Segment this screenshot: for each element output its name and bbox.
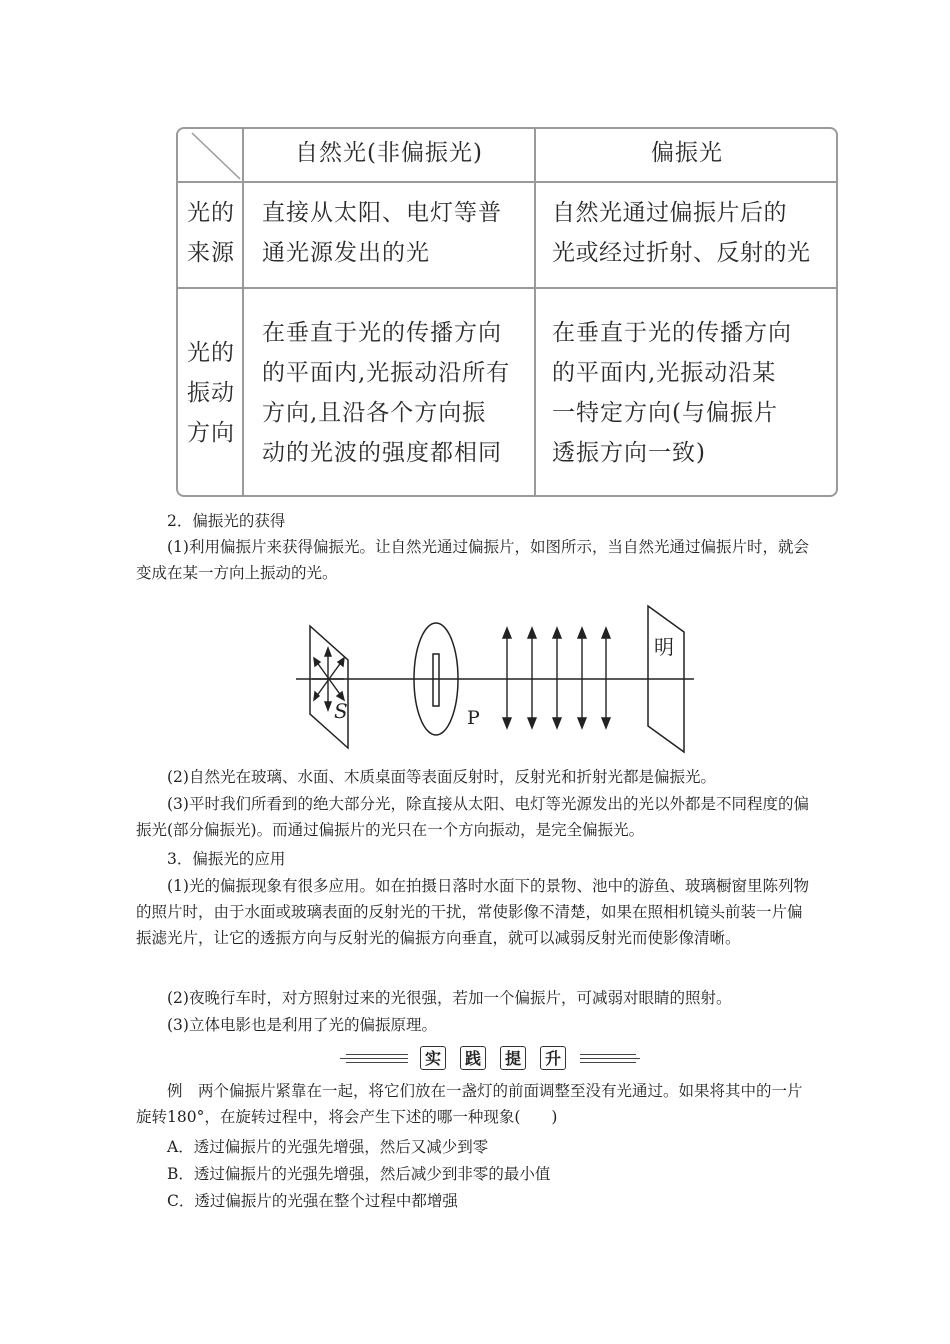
cell-direction-polarized: 在垂直于光的传播方向 的平面内,光振动沿某 一特定方向(与偏振片 透振方向一致) (552, 320, 792, 466)
table-divider (534, 129, 536, 497)
paragraph-photography: (1)光的偏振现象有很多应用。如在拍摄日落时水面下的景物、池中的游鱼、玻璃橱窗里陈列物的照片时，由于水面或玻璃表面的反射光的干扰，常使影像不清楚，如果在照相机镜头前装一片偏振滤光片，让它的透振方向与反射光的偏振方向垂直，就可以减弱反射光而使影像清晰。 (136, 877, 809, 947)
table-divider (178, 287, 838, 289)
banner-char: 践 (460, 1046, 486, 1070)
header-polarized-light: 偏振光 (651, 140, 723, 166)
table-divider (242, 129, 244, 497)
paragraph-3d-movies: (3)立体电影也是利用了光的偏振原理。 (167, 1016, 437, 1034)
banner-char: 实 (420, 1046, 446, 1070)
cell-source-natural: 直接从太阳、电灯等普 通光源发出的光 (262, 200, 502, 266)
header-natural-light: 自然光(非偏振光) (295, 140, 483, 166)
row-label-direction: 光的 振动 方向 (187, 340, 235, 446)
table-divider (178, 181, 838, 183)
row-label-source: 光的 来源 (187, 200, 235, 266)
banner-char: 提 (500, 1046, 526, 1070)
paragraph-reflection: (2)自然光在玻璃、水面、木质桌面等表面反射时，反射光和折射光都是偏振光。 (167, 768, 716, 786)
polarizer-slit (433, 654, 439, 706)
polarization-figure (286, 594, 706, 756)
section-title-applications: 3．偏振光的应用 (167, 850, 286, 868)
practice-banner (340, 1044, 640, 1074)
section-title-acquisition: 2．偏振光的获得 (167, 512, 286, 530)
cell-source-polarized: 自然光通过偏振片后的 光或经过折射、反射的光 (552, 200, 811, 266)
option-b: B．透过偏振片的光强先增强，然后减少到非零的最小值 (167, 1165, 551, 1183)
paragraph-polarizer: (1)利用偏振片来获得偏振光。让自然光通过偏振片，如图所示，当自然光通过偏振片时，就会变成在某一方向上振动的光。 (136, 538, 809, 582)
banner-char: 升 (540, 1046, 566, 1070)
option-c: C．透过偏振片的光强在整个过程中都增强 (167, 1192, 458, 1210)
label-s: S (334, 699, 348, 723)
light-source-screen (310, 626, 348, 748)
comparison-table (176, 127, 838, 497)
option-a: A．透过偏振片的光强先增强，然后又减少到零 (167, 1138, 489, 1156)
polarized-light-vibration-arrows (503, 628, 610, 728)
paragraph-night-driving: (2)夜晚行车时，对方照射过来的光很强，若加一个偏振片，可减弱对眼睛的照射。 (167, 989, 732, 1007)
paragraph-partial-polarization: (3)平时我们所看到的绝大部分光，除直接从太阳、电灯等光源发出的光以外都是不同程度的偏振光(部分偏振光)。而通过偏振片的光只在一个方向振动，是完全偏振光。 (136, 795, 809, 839)
table-corner-diagonal (178, 129, 242, 181)
cell-direction-natural: 在垂直于光的传播方向 的平面内,光振动沿所有 方向,且沿各个方向振 动的光波的强度都相同 (262, 320, 511, 466)
label-bright: 明 (654, 635, 674, 659)
label-p: P (467, 707, 480, 729)
example-question: 例 两个偏振片紧靠在一起，将它们放在一盏灯的前面调整至没有光通过。如果将其中的一片旋转180°，在旋转过程中，将会产生下述的哪一种现象( ) (136, 1082, 803, 1126)
